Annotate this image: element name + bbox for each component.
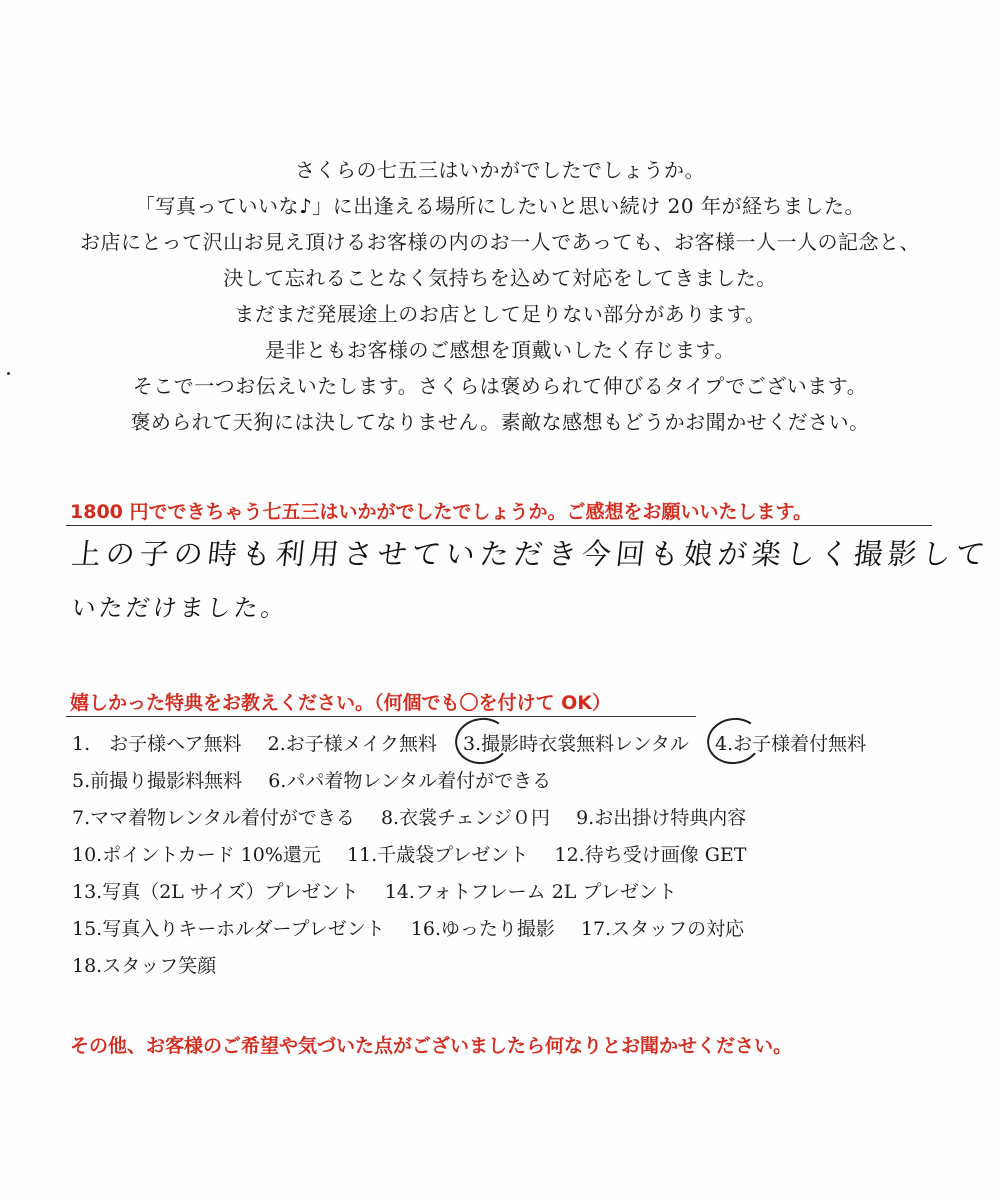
intro-message xyxy=(40,152,960,440)
benefit-item[interactable]: 2.お子様メイク無料 xyxy=(267,733,437,755)
benefit-item[interactable]: 15.写真入りキーホルダープレゼント xyxy=(72,918,385,940)
benefit-item-circled[interactable]: 3.撮影時衣裳無料レンタル xyxy=(463,726,689,763)
intro-line: 「写真っていいな♪」に出逢える場所にしたいと思い続け 20 年が経ちました。 xyxy=(135,194,865,218)
benefit-item[interactable]: 16.ゆったり撮影 xyxy=(410,918,555,940)
stray-ink-dot xyxy=(7,372,10,375)
benefit-item[interactable]: 13.写真（2L サイズ）プレゼント xyxy=(72,881,359,903)
benefit-item[interactable]: 17.スタッフの対応 xyxy=(580,918,745,940)
question-requests-heading: その他、お客様のご希望や気づいた点がございましたら何なりとお聞かせください。 xyxy=(70,1035,793,1057)
benefits-row xyxy=(72,763,972,800)
benefits-row xyxy=(72,874,972,911)
handwritten-answer-line-2: いただけました。 xyxy=(70,594,290,622)
handwritten-answer-line-1: 上の子の時も利用させていただき今回も娘が楽しく撮影して xyxy=(70,537,992,571)
intro-line: まだまだ発展途上のお店として足りない部分があります。 xyxy=(234,302,766,326)
benefits-row xyxy=(72,800,972,837)
intro-line: 決して忘れることなく気持ちを込めて対応をしてきました。 xyxy=(223,266,777,290)
intro-line: そこで一つお伝えいたします。さくらは褒められて伸びるタイプでございます。 xyxy=(132,374,868,398)
benefit-item[interactable]: 6.パパ着物レンタル着付ができる xyxy=(268,770,552,792)
question-impression-heading: 1800 円でできちゃう七五三はいかがでしたでしょうか。ご感想をお願いいたします。 xyxy=(70,501,812,523)
intro-line: さくらの七五三はいかがでしたでしょうか。 xyxy=(295,158,705,182)
intro-line: お店にとって沢山お見え頂けるお客様の内のお一人であっても、お客様一人一人の記念と、 xyxy=(80,230,920,254)
question-benefits-heading: 嬉しかった特典をお教えください。（何個でも〇を付けて OK） xyxy=(70,692,611,714)
benefit-item[interactable]: 9.お出掛け特典内容 xyxy=(576,807,747,829)
intro-line: 是非ともお客様のご感想を頂戴いしたく存じます。 xyxy=(265,338,735,362)
benefit-item[interactable]: 7.ママ着物レンタル着付ができる xyxy=(72,807,355,829)
benefit-item[interactable]: 10.ポイントカード 10%還元 xyxy=(72,844,321,866)
intro-line: 褒められて天狗には決してなりません。素敵な感想もどうかお聞かせください。 xyxy=(130,410,870,434)
heading-underline xyxy=(66,716,696,717)
answer-line xyxy=(66,525,932,526)
benefit-item[interactable]: 8.衣裳チェンジ０円 xyxy=(380,807,551,829)
benefits-row xyxy=(72,837,972,874)
benefit-item-circled[interactable]: 4.お子様着付無料 xyxy=(715,726,866,763)
benefits-row xyxy=(72,726,972,763)
benefit-item[interactable]: 18.スタッフ笑顔 xyxy=(72,955,217,977)
benefits-row xyxy=(72,948,972,985)
benefits-list xyxy=(72,726,972,985)
benefit-item[interactable]: 1. お子様ヘア無料 xyxy=(72,733,242,755)
benefit-item[interactable]: 11.千歳袋プレゼント xyxy=(346,844,529,866)
benefit-item[interactable]: 12.待ち受け画像 GET xyxy=(554,844,747,866)
benefits-row xyxy=(72,911,972,948)
benefit-item[interactable]: 5.前撮り撮影料無料 xyxy=(72,770,243,792)
benefit-item[interactable]: 14.フォトフレーム 2L プレゼント xyxy=(384,881,677,903)
